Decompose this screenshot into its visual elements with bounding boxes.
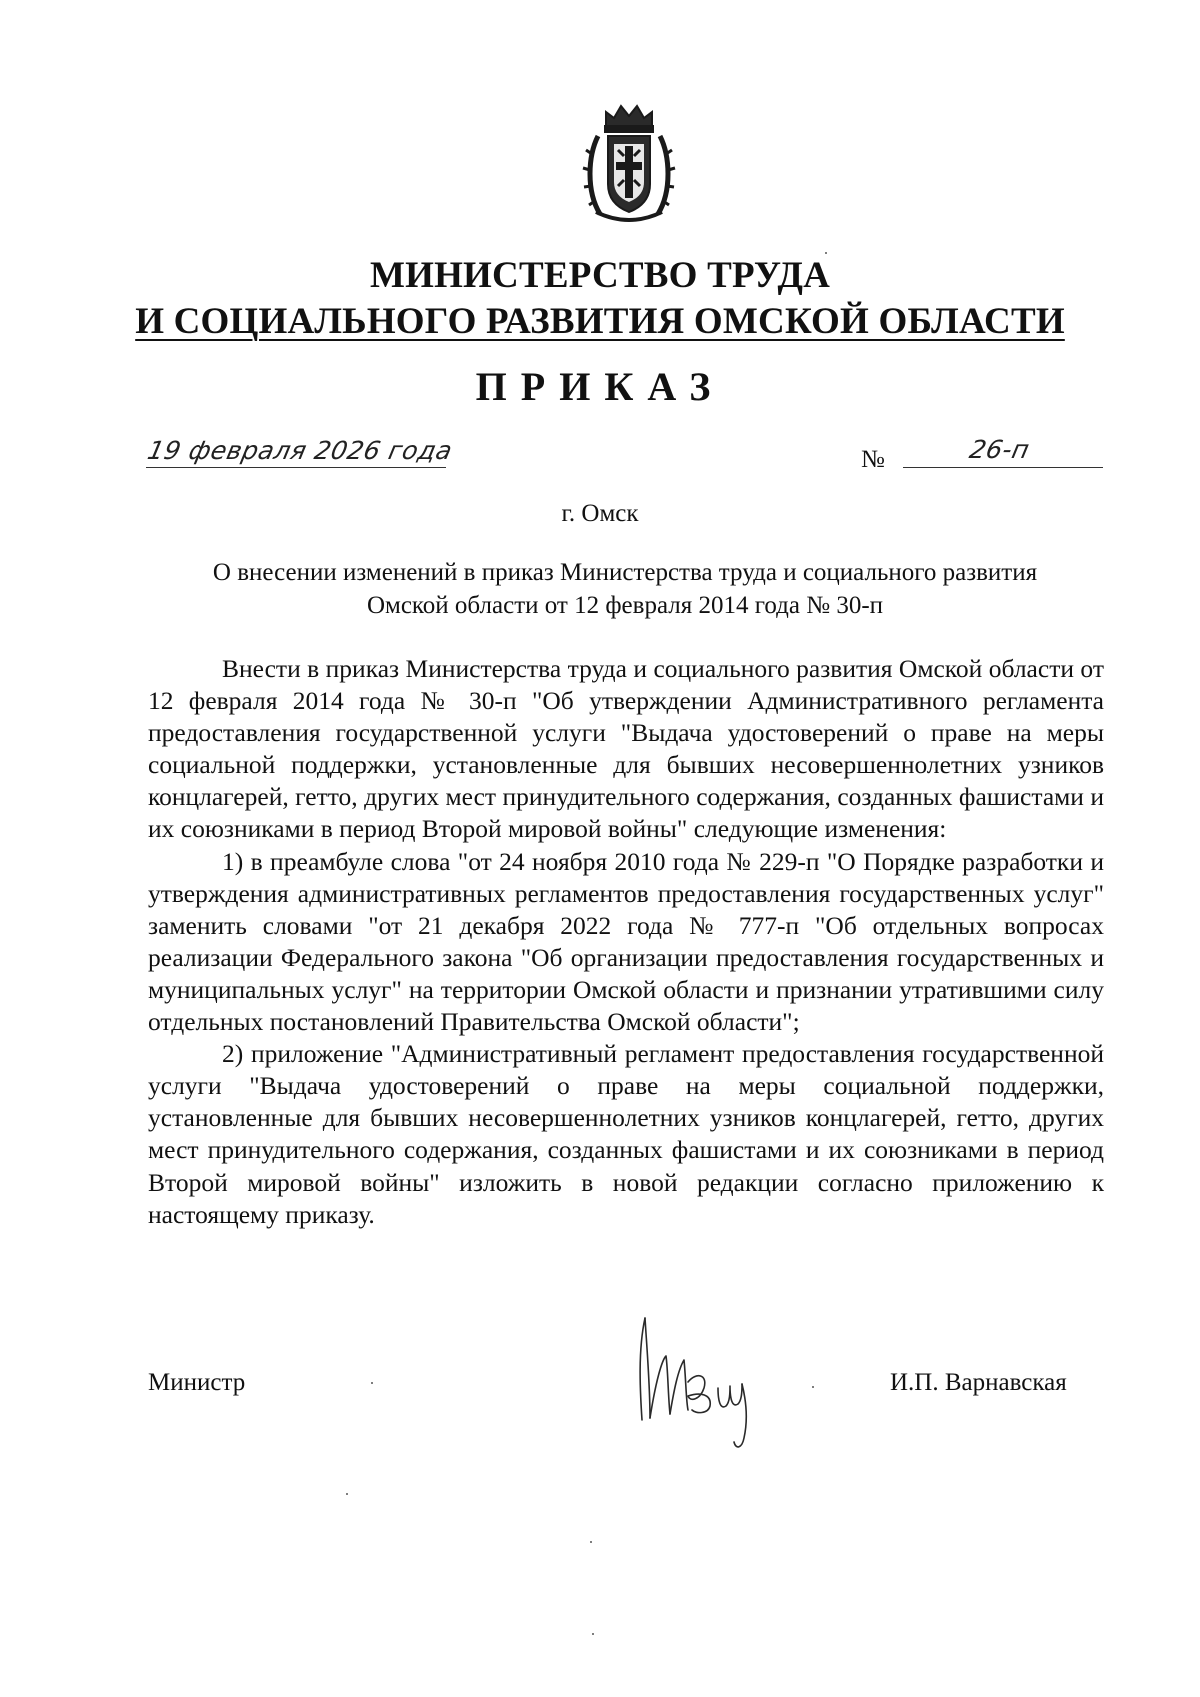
order-body [148, 653, 1104, 1231]
scan-speck [590, 1541, 592, 1543]
scan-speck [812, 1386, 814, 1388]
subject-line-2: Омской области от 12 февраля 2014 года № 30-п [366, 592, 884, 619]
body-paragraph-intro: Внести в приказ Министерства труда и социального развития Омской области от 12 февраля 2014 года № 30-п "Об утверждении Административного регламента предоставления государственной услуги "Выдача удостоверений о праве на меры социальной поддержки, установленные для бывших несовершеннолетних узников концлагерей, гетто, других мест принудительного содержания, созданных фашистами и их союзниками в период Второй мировой войны" следующие изменения: [148, 654, 1104, 844]
ministry-name-line2-text: И СОЦИАЛЬНОГО РАЗВИТИЯ ОМСКОЙ ОБЛАСТИ [135, 301, 1065, 342]
body-paragraph-item-1: 1) в преамбуле слова "от 24 ноября 2010 года № 229-п "О Порядке разработки и утверждения административных регламентов предоставления государственных услуг" заменить словами "от 21 декабря 2022 года № 777-п "Об отдельных вопросах реализации Федерального закона "Об организации предоставления государственных и муниципальных услуг" на территории Омской области и признании утратившими силу отдельных постановлений Правительства Омской области"; [148, 846, 1104, 1037]
scan-speck [371, 1382, 373, 1384]
scan-speck [825, 252, 827, 254]
ministry-name-line2 [0, 299, 1200, 345]
order-number: 26-п [966, 435, 1033, 464]
number-underline [903, 467, 1103, 468]
city-line: г. Омск [561, 500, 639, 527]
ministry-name-line1: МИНИСТЕРСТВО ТРУДА [369, 255, 831, 296]
signatory-title: Министр [148, 1369, 246, 1396]
handwritten-signature [612, 1310, 777, 1460]
body-paragraph-item-2: 2) приложение "Административный регламент предоставления государственной услуги "Выдача удостоверений о праве на меры социальной поддержки, установленные для бывших несовершеннолетних узников концлагерей, гетто, других мест принудительного содержания, созданных фашистами и их союзниками в период Второй мировой войны" изложить в новой редакции согласно приложению к настоящему приказу. [148, 1039, 1104, 1229]
scan-speck [592, 1633, 594, 1635]
date-underline [146, 467, 446, 468]
coat-of-arms-emblem [578, 96, 680, 228]
subject-line-1: О внесении изменений в приказ Министерства труда и социального развития [212, 559, 1038, 586]
scan-speck [346, 1493, 348, 1495]
document-type-title: ПРИКАЗ [475, 364, 725, 409]
order-number-label: № [861, 446, 885, 473]
signatory-name: И.П. Варнавская [890, 1369, 1067, 1396]
order-date: 19 февраля 2026 года [144, 436, 456, 465]
order-subject [150, 556, 1100, 622]
